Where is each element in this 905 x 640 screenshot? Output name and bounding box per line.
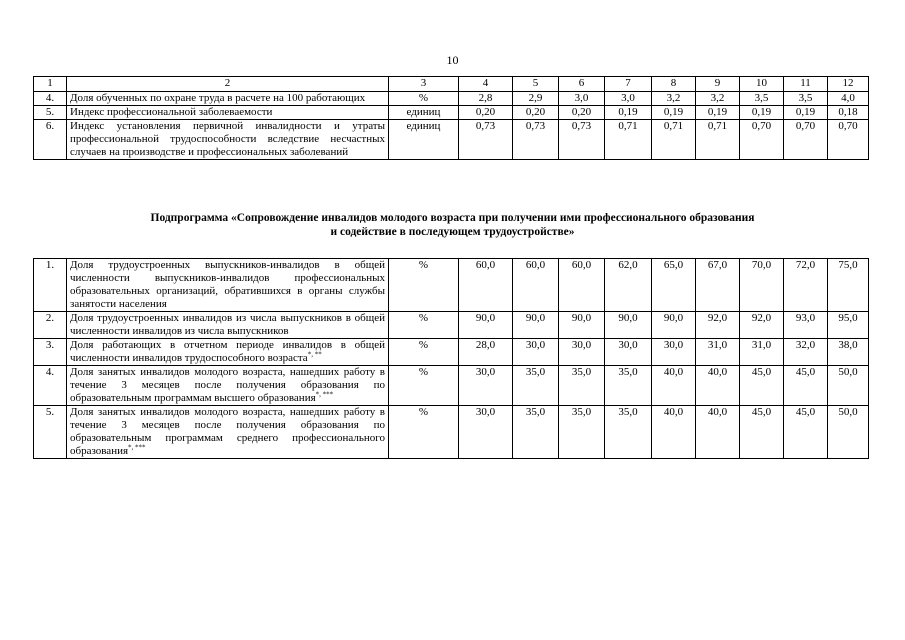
page-number: 10	[446, 53, 459, 67]
header-cell: 6	[559, 77, 605, 92]
subprogram-title	[60, 211, 845, 239]
value-cell: 90,0	[605, 312, 652, 339]
indicator-name	[67, 120, 389, 160]
table-row	[34, 106, 869, 120]
value-cell: 35,0	[513, 366, 559, 406]
value-cell: 0,70	[784, 120, 828, 160]
value-cell: 95,0	[828, 312, 869, 339]
value-cell: 72,0	[784, 259, 828, 312]
value-cell: 30,0	[559, 339, 605, 366]
header-cell: 8	[652, 77, 696, 92]
value-cell: 90,0	[559, 312, 605, 339]
value-cell: 28,0	[459, 339, 513, 366]
value-cell: 0,20	[559, 106, 605, 120]
value-cell: 0,71	[696, 120, 740, 160]
row-number: 3.	[34, 339, 67, 366]
value-cell: 0,73	[559, 120, 605, 160]
row-number: 4.	[34, 92, 67, 106]
value-cell: 60,0	[513, 259, 559, 312]
value-cell: 2,8	[459, 92, 513, 106]
indicator-text: Доля обученных по охране труда в расчете на 100 работающих	[70, 92, 366, 104]
value-cell: 30,0	[605, 339, 652, 366]
value-cell: 3,0	[605, 92, 652, 106]
value-cell: 3,0	[559, 92, 605, 106]
indicator-text: Доля трудоустроенных инвалидов из числа выпускников в общей численности инвалидов из числа выпускников	[70, 312, 385, 337]
indicators-table-subprogram	[33, 258, 869, 459]
unit: %	[389, 366, 459, 406]
indicators-table-top	[33, 76, 869, 160]
row-number: 5.	[34, 106, 67, 120]
footnote-marker: *, ***	[315, 390, 334, 399]
header-cell: 3	[389, 77, 459, 92]
value-cell: 45,0	[784, 366, 828, 406]
value-cell: 0,19	[740, 106, 784, 120]
value-cell: 50,0	[828, 366, 869, 406]
indicator-name	[67, 259, 389, 312]
indicator-name	[67, 92, 389, 106]
value-cell: 3,2	[696, 92, 740, 106]
value-cell: 30,0	[513, 339, 559, 366]
value-cell: 0,20	[513, 106, 559, 120]
header-cell: 4	[459, 77, 513, 92]
table-row	[34, 339, 869, 366]
value-cell: 93,0	[784, 312, 828, 339]
value-cell: 67,0	[696, 259, 740, 312]
indicator-text: Доля занятых инвалидов молодого возраста, нашедших работу в течение 3 месяцев после получения образования по образовательным программам высшего образования	[70, 366, 385, 404]
value-cell: 60,0	[559, 259, 605, 312]
value-cell: 45,0	[740, 406, 784, 459]
value-cell: 30,0	[652, 339, 696, 366]
value-cell: 3,5	[784, 92, 828, 106]
row-number: 5.	[34, 406, 67, 459]
value-cell: 62,0	[605, 259, 652, 312]
value-cell: 4,0	[828, 92, 869, 106]
value-cell: 90,0	[459, 312, 513, 339]
value-cell: 35,0	[559, 406, 605, 459]
header-cell: 1	[34, 77, 67, 92]
value-cell: 3,2	[652, 92, 696, 106]
value-cell: 3,5	[740, 92, 784, 106]
header-cell: 9	[696, 77, 740, 92]
header-cell: 2	[67, 77, 389, 92]
footnote-marker: *, **	[307, 350, 322, 359]
value-cell: 65,0	[652, 259, 696, 312]
header-cell: 12	[828, 77, 869, 92]
table-row	[34, 92, 869, 106]
indicator-text: Доля занятых инвалидов молодого возраста, нашедших работу в течение 3 месяцев после получения образования по образовательным программам среднего профессионального образования	[70, 406, 385, 457]
row-number: 1.	[34, 259, 67, 312]
value-cell: 0,71	[652, 120, 696, 160]
indicator-name	[67, 339, 389, 366]
row-number: 6.	[34, 120, 67, 160]
header-row	[34, 77, 869, 92]
value-cell: 0,73	[513, 120, 559, 160]
value-cell: 0,19	[696, 106, 740, 120]
header-cell: 10	[740, 77, 784, 92]
value-cell: 0,18	[828, 106, 869, 120]
header-cell: 11	[784, 77, 828, 92]
value-cell: 40,0	[696, 406, 740, 459]
value-cell: 0,73	[459, 120, 513, 160]
value-cell: 0,71	[605, 120, 652, 160]
value-cell: 31,0	[740, 339, 784, 366]
table-row	[34, 406, 869, 459]
value-cell: 70,0	[740, 259, 784, 312]
header-cell: 7	[605, 77, 652, 92]
value-cell: 2,9	[513, 92, 559, 106]
value-cell: 92,0	[740, 312, 784, 339]
value-cell: 0,19	[605, 106, 652, 120]
indicator-name	[67, 106, 389, 120]
indicator-text: Доля трудоустроенных выпускников-инвалидов в общей численности выпускников-инвалидов профессиональных образовательных организаций, обратившихся в органы службы занятости населения	[70, 259, 385, 310]
value-cell: 50,0	[828, 406, 869, 459]
value-cell: 45,0	[784, 406, 828, 459]
table-row	[34, 120, 869, 160]
unit: %	[389, 259, 459, 312]
unit: %	[389, 312, 459, 339]
value-cell: 35,0	[559, 366, 605, 406]
indicator-text: Индекс профессиональной заболеваемости	[70, 106, 273, 118]
footnote-marker: *, ***	[128, 443, 146, 452]
value-cell: 45,0	[740, 366, 784, 406]
value-cell: 35,0	[513, 406, 559, 459]
value-cell: 40,0	[696, 366, 740, 406]
row-number: 4.	[34, 366, 67, 406]
value-cell: 90,0	[513, 312, 559, 339]
indicator-text: Доля работающих в отчетном периоде инвалидов в общей численности инвалидов трудоспособного возраста	[70, 339, 385, 364]
unit: единиц	[389, 106, 459, 120]
value-cell: 75,0	[828, 259, 869, 312]
unit: %	[389, 92, 459, 106]
header-cell: 5	[513, 77, 559, 92]
value-cell: 32,0	[784, 339, 828, 366]
value-cell: 30,0	[459, 366, 513, 406]
table-row	[34, 259, 869, 312]
indicator-text: Индекс установления первичной инвалидности и утраты профессиональной трудоспособности вследствие несчастных случаев на производстве и профессиональных заболеваний	[70, 120, 385, 158]
value-cell: 31,0	[696, 339, 740, 366]
value-cell: 0,70	[740, 120, 784, 160]
value-cell: 40,0	[652, 366, 696, 406]
table-row	[34, 312, 869, 339]
indicator-name	[67, 366, 389, 406]
row-number: 2.	[34, 312, 67, 339]
table-row	[34, 366, 869, 406]
unit: %	[389, 339, 459, 366]
value-cell: 30,0	[459, 406, 513, 459]
value-cell: 0,19	[652, 106, 696, 120]
unit: единиц	[389, 120, 459, 160]
value-cell: 0,19	[784, 106, 828, 120]
value-cell: 35,0	[605, 406, 652, 459]
value-cell: 60,0	[459, 259, 513, 312]
value-cell: 90,0	[652, 312, 696, 339]
subprogram-title-line-2: и содействие в последующем трудоустройстве»	[330, 226, 575, 238]
value-cell: 0,70	[828, 120, 869, 160]
value-cell: 35,0	[605, 366, 652, 406]
unit: %	[389, 406, 459, 459]
value-cell: 92,0	[696, 312, 740, 339]
value-cell: 40,0	[652, 406, 696, 459]
indicator-name	[67, 406, 389, 459]
value-cell: 0,20	[459, 106, 513, 120]
subprogram-title-line-1: Подпрограмма «Сопровождение инвалидов молодого возраста при получении ими профессионального образования	[150, 212, 755, 224]
indicator-name	[67, 312, 389, 339]
value-cell: 38,0	[828, 339, 869, 366]
